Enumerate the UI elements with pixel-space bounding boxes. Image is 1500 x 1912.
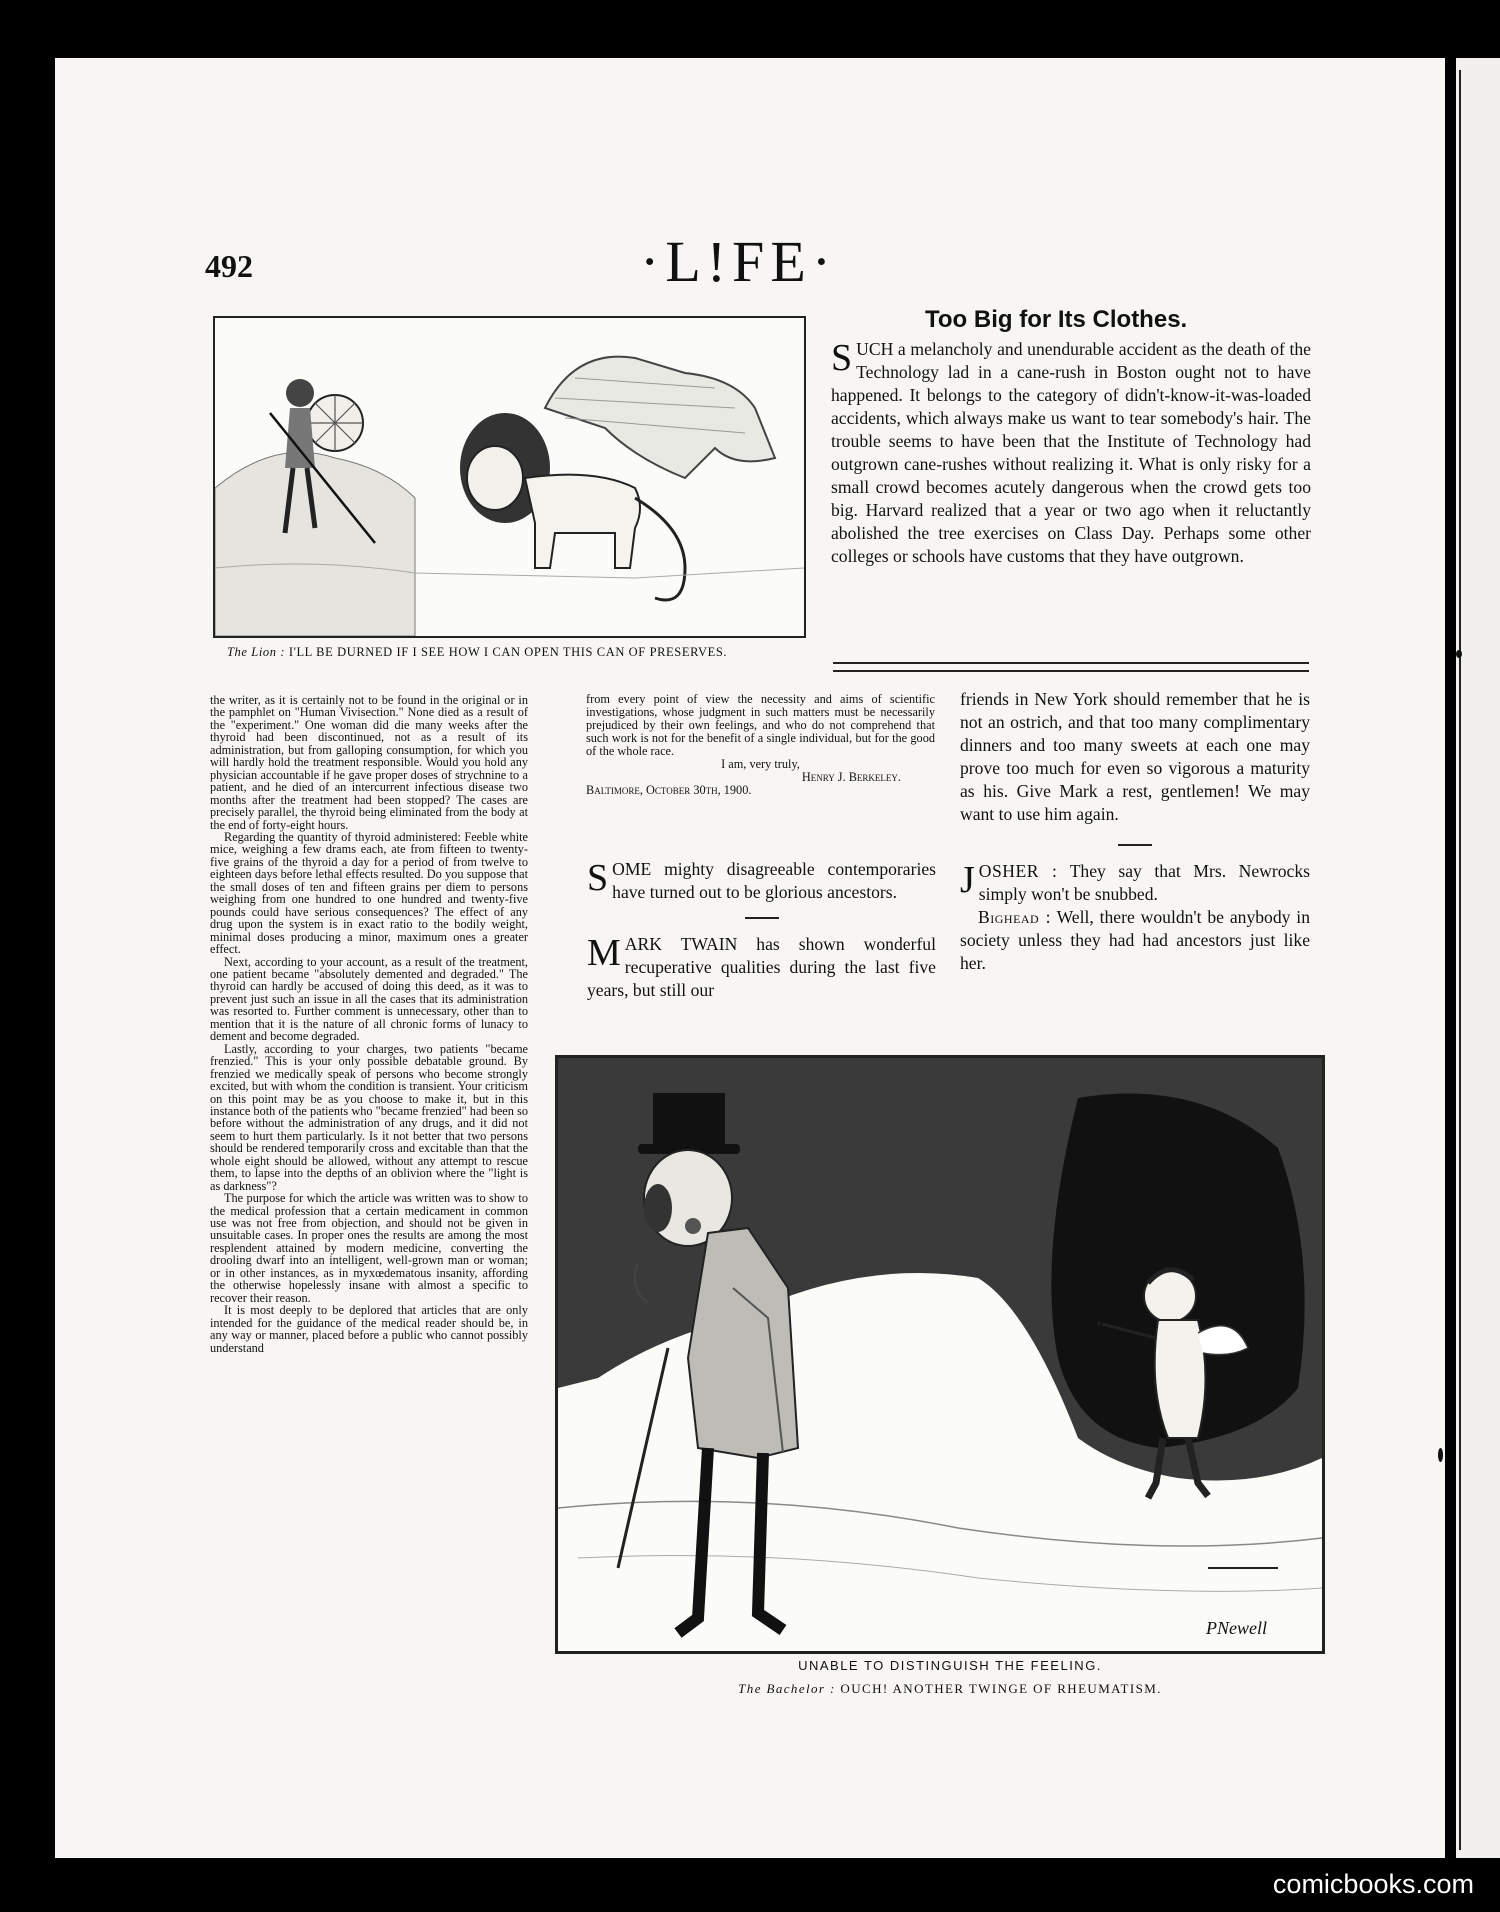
- letter-paragraph: It is most deeply to be deplored that articles that are only intended for the guidance of the medical reader should be, in any way or manner, placed before a public who cannot possibly understand: [210, 1303, 528, 1355]
- item-divider: [745, 917, 779, 919]
- josher-line: They say that Mrs. Newrocks simply won't be snubbed.: [978, 861, 1310, 904]
- artist-signature: PNewell: [1206, 1618, 1267, 1638]
- cartoon-subcaption: [555, 1681, 1345, 1697]
- section-divider: [833, 662, 1309, 672]
- ancestors-text: OME mighty disagreeable contemporaries have turned out to be glorious ancestors.: [612, 859, 936, 902]
- letter-signature: Henry J. Berkeley.: [801, 770, 901, 784]
- page-number: 492: [205, 248, 253, 284]
- letter-continued-text: from every point of view the necessity and aims of scientific investigations, whose judgment in such matters must be necessarily prejudiced by their own feelings, and who do not comprehend that such work is not for the benefit of a single individual, but for the good of the whole race.: [586, 692, 935, 758]
- lion-cartoon: [213, 316, 806, 638]
- twain-item: [587, 933, 936, 1002]
- next-page-edge: [1456, 58, 1500, 1858]
- letter-paragraph: Lastly, according to your charges, two patients "became frenzied." This is your only possible debatable ground. By frenzied we medically speak of persons who become strongly excited, but with whom the condition is transient. Your criticism on this point may be as you choose to make it, but in this instance both of the patients who "became frenzied" had been so before without the administration of any drugs, and it did not seem to hurt them particularly. Is it not better that two persons should be rendered temporarily cross and excitable than that the whole eight should be allowed, without any attempt to rescue them, to lapse into the depths of an oblivion where the "light is as darkness"?: [210, 1041, 528, 1193]
- editorial-body: [831, 338, 1311, 568]
- josher-dropcap: J: [960, 859, 975, 901]
- ancestors-item: [587, 858, 936, 904]
- bachelor-cartoon: [555, 1055, 1325, 1654]
- bighead-speaker: Bighead :: [978, 907, 1051, 927]
- watermark-source: comicbooks.com: [1272, 1869, 1474, 1899]
- bachelor-illustration: [558, 1058, 1322, 1651]
- letter-column: [210, 694, 528, 1354]
- twain-continued: friends in New York should remember that he is not an ostrich, and that too many complimentary dinners and too many sweets at each one may prove too much for even so vigorous a maturity as his. Give Mark a rest, gentlemen! We may want to use him again.: [960, 689, 1310, 824]
- lion-caption-speaker: The Lion :: [227, 645, 286, 659]
- masthead-title: ·L!FE·: [640, 229, 838, 294]
- editorial-dropcap: S: [831, 337, 853, 379]
- letter-paragraph: the writer, as it is certainly not to be found in the original or in the pamphlet on "Human Vivisection." None died as a result of the "experiment." One woman did die many weeks after the thyroid had been discontinued, not as a result of its administration, but from galloping consumption, for which you will hardly hold the treatment responsible. Would you hold any physician accountable if he gave proper doses of strychnine to a patient, and he died of an intercurrent infectious disease two months after the treatment had been stopped? The cases are precisely parallel, the thyroid being eliminated from the body at the end of forty-eight hours.: [210, 693, 528, 832]
- letter-paragraph: Next, according to your account, as a result of the treatment, one patient became "absolutely demented and degraded." The thyroid can hardly be accused of doing this deed, as it was to prevent just such an issue in all the cases that its administration was resorted to. Further comment is unnecessary, other than to mention that it is the nature of all chronic forms of lunacy to dement and become degraded.: [210, 954, 528, 1044]
- bachelor-line: OUCH! ANOTHER TWINGE OF RHEUMATISM.: [840, 1681, 1162, 1696]
- editorial-text: UCH a melancholy and unendurable accident as the death of the Technology lad in a cane-rush in Boston ought not to have happened. It belongs to the category of didn't-know-it-was-loaded accidents, which always make us want to tear somebody's hair. The trouble seems to have been that the Institute of Technology had outgrown cane-rushes without realizing it. What is only risky for a small crowd becomes acutely dangerous when the crowd gets too big. Harvard realized that a year or two ago when it reluctantly abolished the tree exercises on Class Day. Perhaps some other colleges or schools have customs that they have outgrown.: [831, 339, 1311, 566]
- page-gutter-line: [1459, 70, 1461, 1850]
- lion-caption: [227, 645, 727, 660]
- scan-dot: [1438, 1448, 1443, 1462]
- item-divider: [1118, 844, 1152, 846]
- cartoon-title: UNABLE TO DISTINGUISH THE FEELING.: [798, 1658, 1102, 1673]
- letter-closing: I am, very truly,: [721, 757, 800, 771]
- josher-dialogue: [960, 860, 1310, 906]
- letter-continuation: [586, 693, 935, 797]
- paragraphs-column: [587, 858, 936, 1002]
- bighead-line: Well, there wouldn't be anybody in society unless they had had ancestors just like her.: [960, 907, 1310, 973]
- josher-speaker: OSHER :: [978, 861, 1058, 881]
- letter-paragraph: Regarding the quantity of thyroid administered: Feeble white mice, weighing a few drams each, ate from fifteen to twenty-five grains of the thyroid a day for a period of from twelve to eighteen days before lethal effects resulted. Do you suppose that the small doses of ten and fifteen grains per diem to persons weighing from one hundred to one hundred and twenty-five pounds could have serious consequences? The effect of any drug upon the system is in exact ratio to the bodily weight, minimal doses producing a minor, maximum ones a greater effect.: [210, 829, 528, 957]
- bighead-dialogue: [960, 906, 1310, 975]
- lion-caption-text: I'LL BE DURNED IF I SEE HOW I CAN OPEN THIS CAN OF PRESERVES.: [288, 645, 728, 659]
- twain-dropcap: M: [587, 932, 621, 974]
- letter-paragraph: The purpose for which the article was written was to show to the medical profession that a certain medicament in common use was not free from objection, and should not be given in unsuitable cases. In proper ones the results are among the most resplendent attained by modern medicine, converting the drooling dwarf into an intelligent, well-grown man or woman; or in other instances, as in myxœdematous insanity, affording the otherwise hopelessly insane with almost a specific to recover their reason.: [210, 1191, 528, 1305]
- right-column: [960, 688, 1310, 975]
- bachelor-caption: [555, 1658, 1345, 1697]
- bachelor-speaker: The Bachelor :: [738, 1681, 836, 1696]
- letter-dateline: Baltimore, October 30th, 1900.: [586, 783, 752, 797]
- ancestors-dropcap: S: [587, 857, 609, 899]
- scan-dot: [1456, 650, 1462, 658]
- editorial-heading: Too Big for Its Clothes.: [925, 306, 1188, 333]
- twain-text-start: ARK TWAIN has shown wonderful recuperative qualities during the last five years, but still our: [587, 934, 936, 1000]
- lion-illustration: [215, 318, 804, 636]
